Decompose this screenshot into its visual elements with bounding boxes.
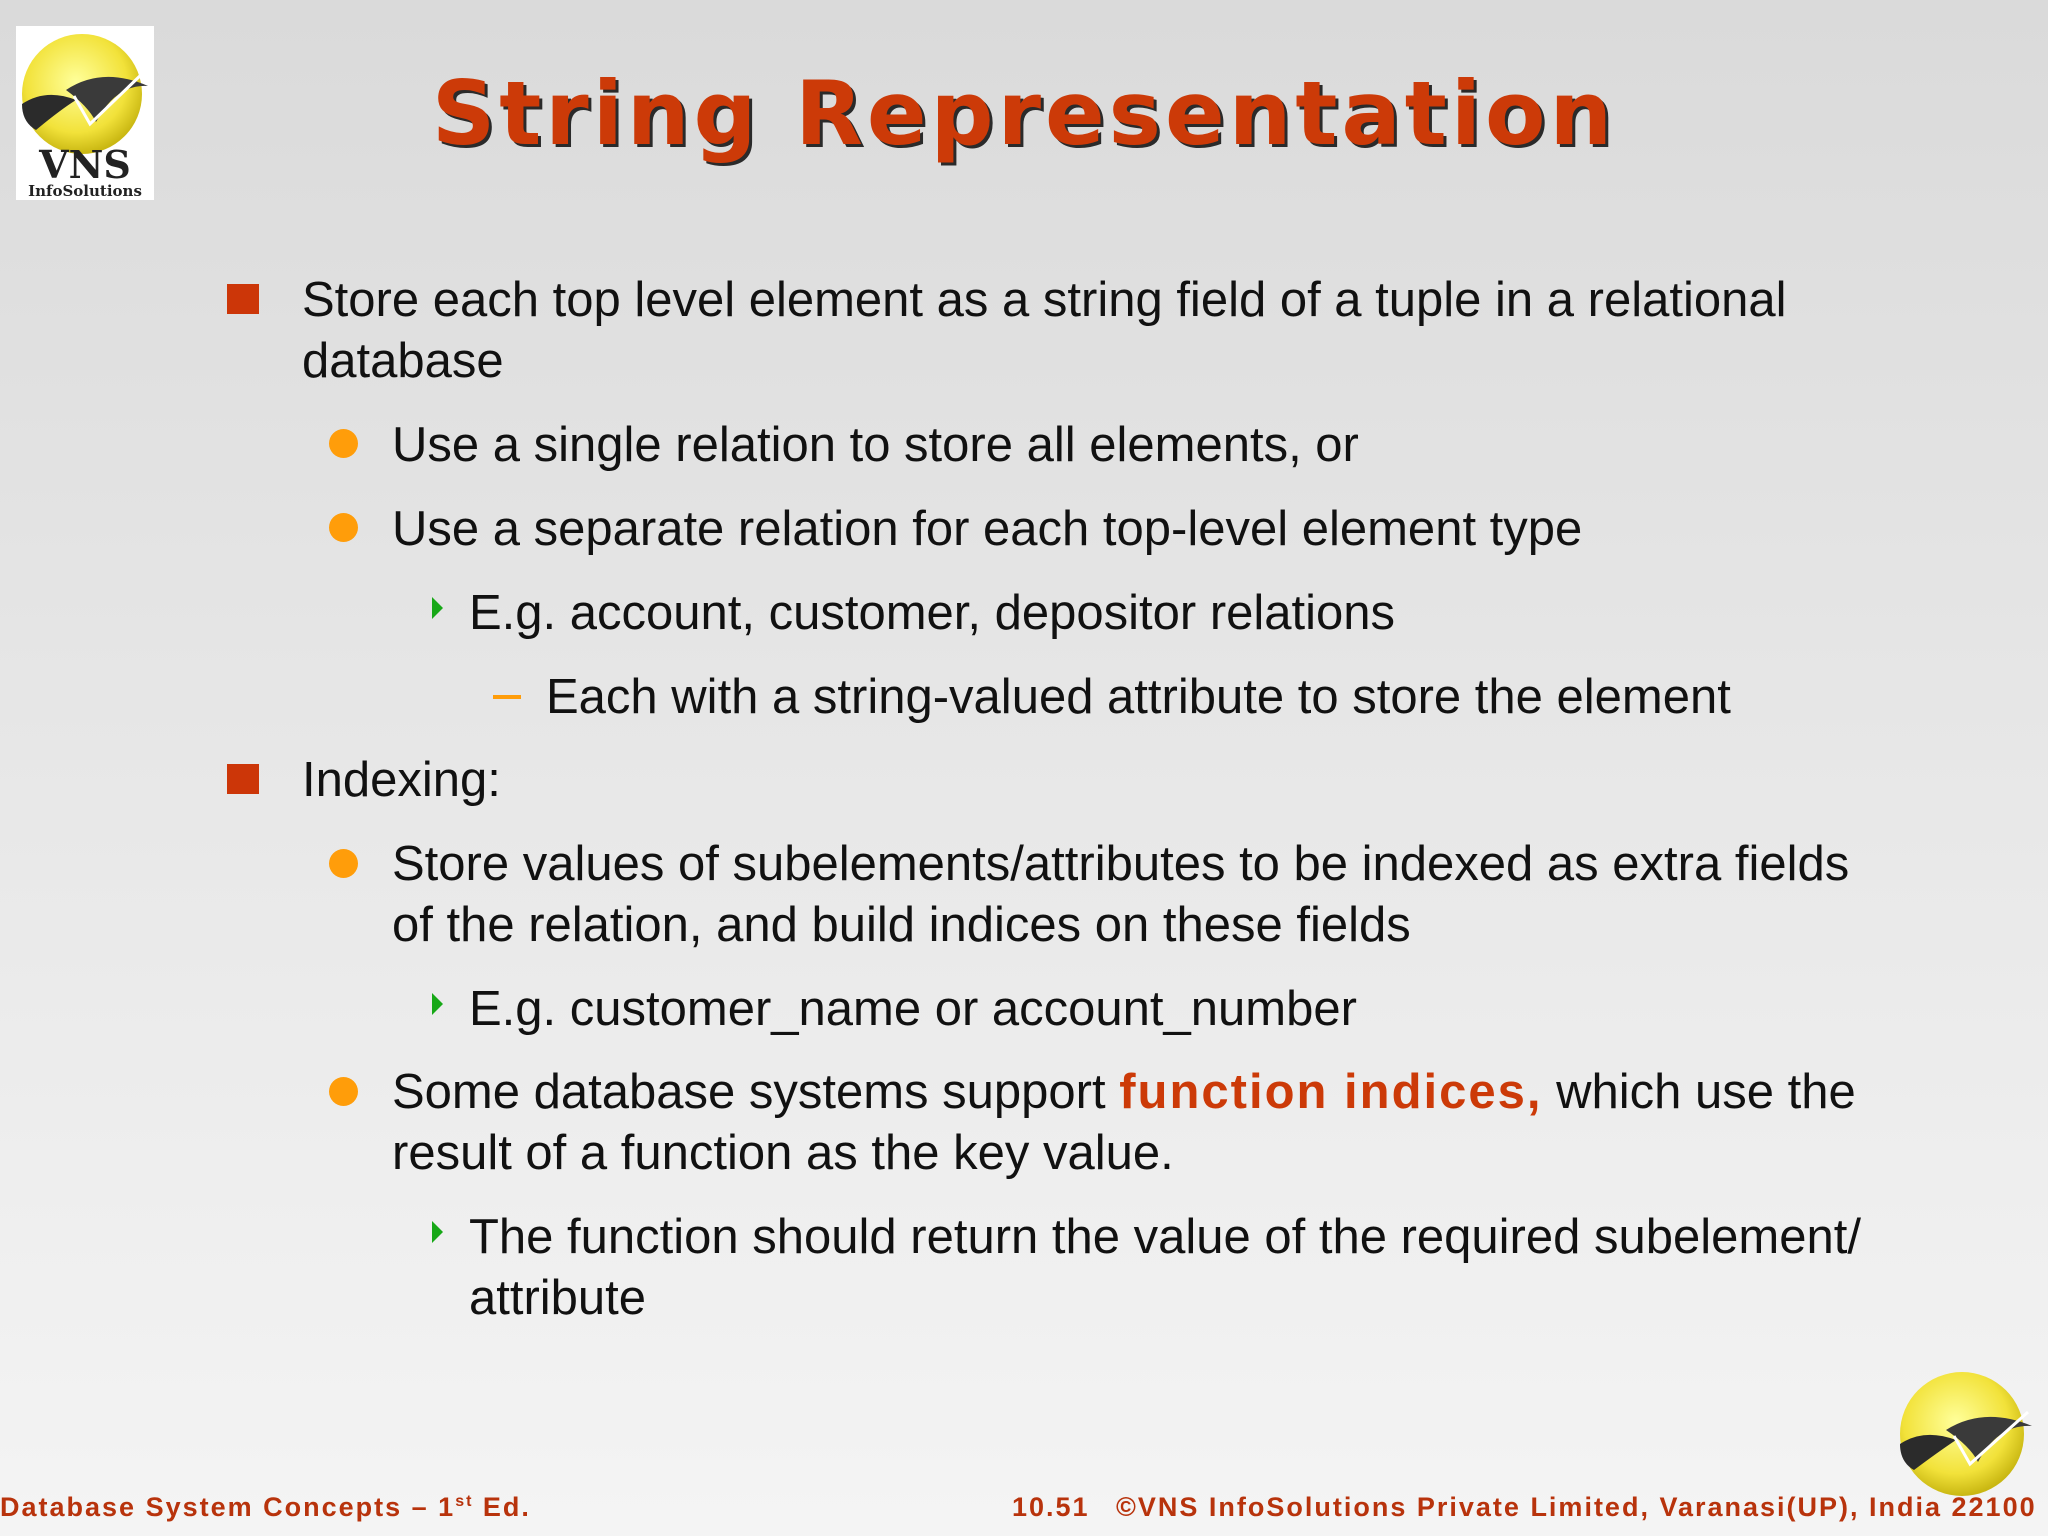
sub-bullet-text xyxy=(392,1062,1856,1123)
example-text: attribute xyxy=(469,1271,647,1325)
sub-bullet-text: result of a function as the key value. xyxy=(392,1126,1174,1180)
example-text: The function should return the value of the required subelement/ xyxy=(469,1210,1861,1264)
text-segment: which use the xyxy=(1542,1065,1856,1119)
highlighted-term: function indices, xyxy=(1119,1065,1543,1119)
footer-page-number: 10.51 xyxy=(1012,1492,1090,1522)
detail-text: Each with a string-valued attribute to store the element xyxy=(546,670,1731,724)
logo-name: VNS xyxy=(39,142,131,187)
logo-subname: InfoSolutions xyxy=(28,182,142,200)
bullet-text: Indexing: xyxy=(302,753,501,807)
sub-bullet-text: Use a separate relation for each top-level element type xyxy=(392,502,1583,556)
dash-bullet xyxy=(493,695,521,699)
footer-copyright: ©VNS InfoSolutions Private Limited, Varanasi(UP), India 22100 xyxy=(1116,1492,2037,1522)
footer-superscript: st xyxy=(455,1493,474,1510)
sub-bullet-text: Store values of subelements/attributes to be indexed as extra fields xyxy=(392,837,1850,891)
square-bullet xyxy=(227,284,259,314)
footer-text: Ed. xyxy=(473,1492,531,1522)
round-bullet xyxy=(329,1077,358,1106)
example-text: E.g. account, customer, depositor relations xyxy=(469,586,1396,640)
sub-bullet-text: Use a single relation to store all elements, or xyxy=(392,418,1359,472)
company-logo-small xyxy=(1892,1368,2042,1498)
round-bullet xyxy=(329,849,358,878)
arrow-bullet xyxy=(432,597,443,619)
square-bullet xyxy=(227,764,259,794)
bullet-text: database xyxy=(302,334,504,388)
bullet-text: Store each top level element as a string field of a tuple in a relational xyxy=(302,273,1787,327)
arrow-bullet xyxy=(432,993,443,1015)
slide-title: String Representation xyxy=(431,62,1617,165)
round-bullet xyxy=(329,429,358,458)
example-text: E.g. customer_name or account_number xyxy=(469,982,1357,1036)
arrow-bullet xyxy=(432,1221,443,1243)
text-segment: Some database systems support xyxy=(392,1065,1120,1119)
footer-book-title xyxy=(0,1492,531,1523)
sub-bullet-text: of the relation, and build indices on these fields xyxy=(392,898,1411,952)
logo-globe-icon xyxy=(1892,1368,2042,1498)
round-bullet xyxy=(329,513,358,542)
footer-text: Database System Concepts – 1 xyxy=(0,1492,456,1522)
